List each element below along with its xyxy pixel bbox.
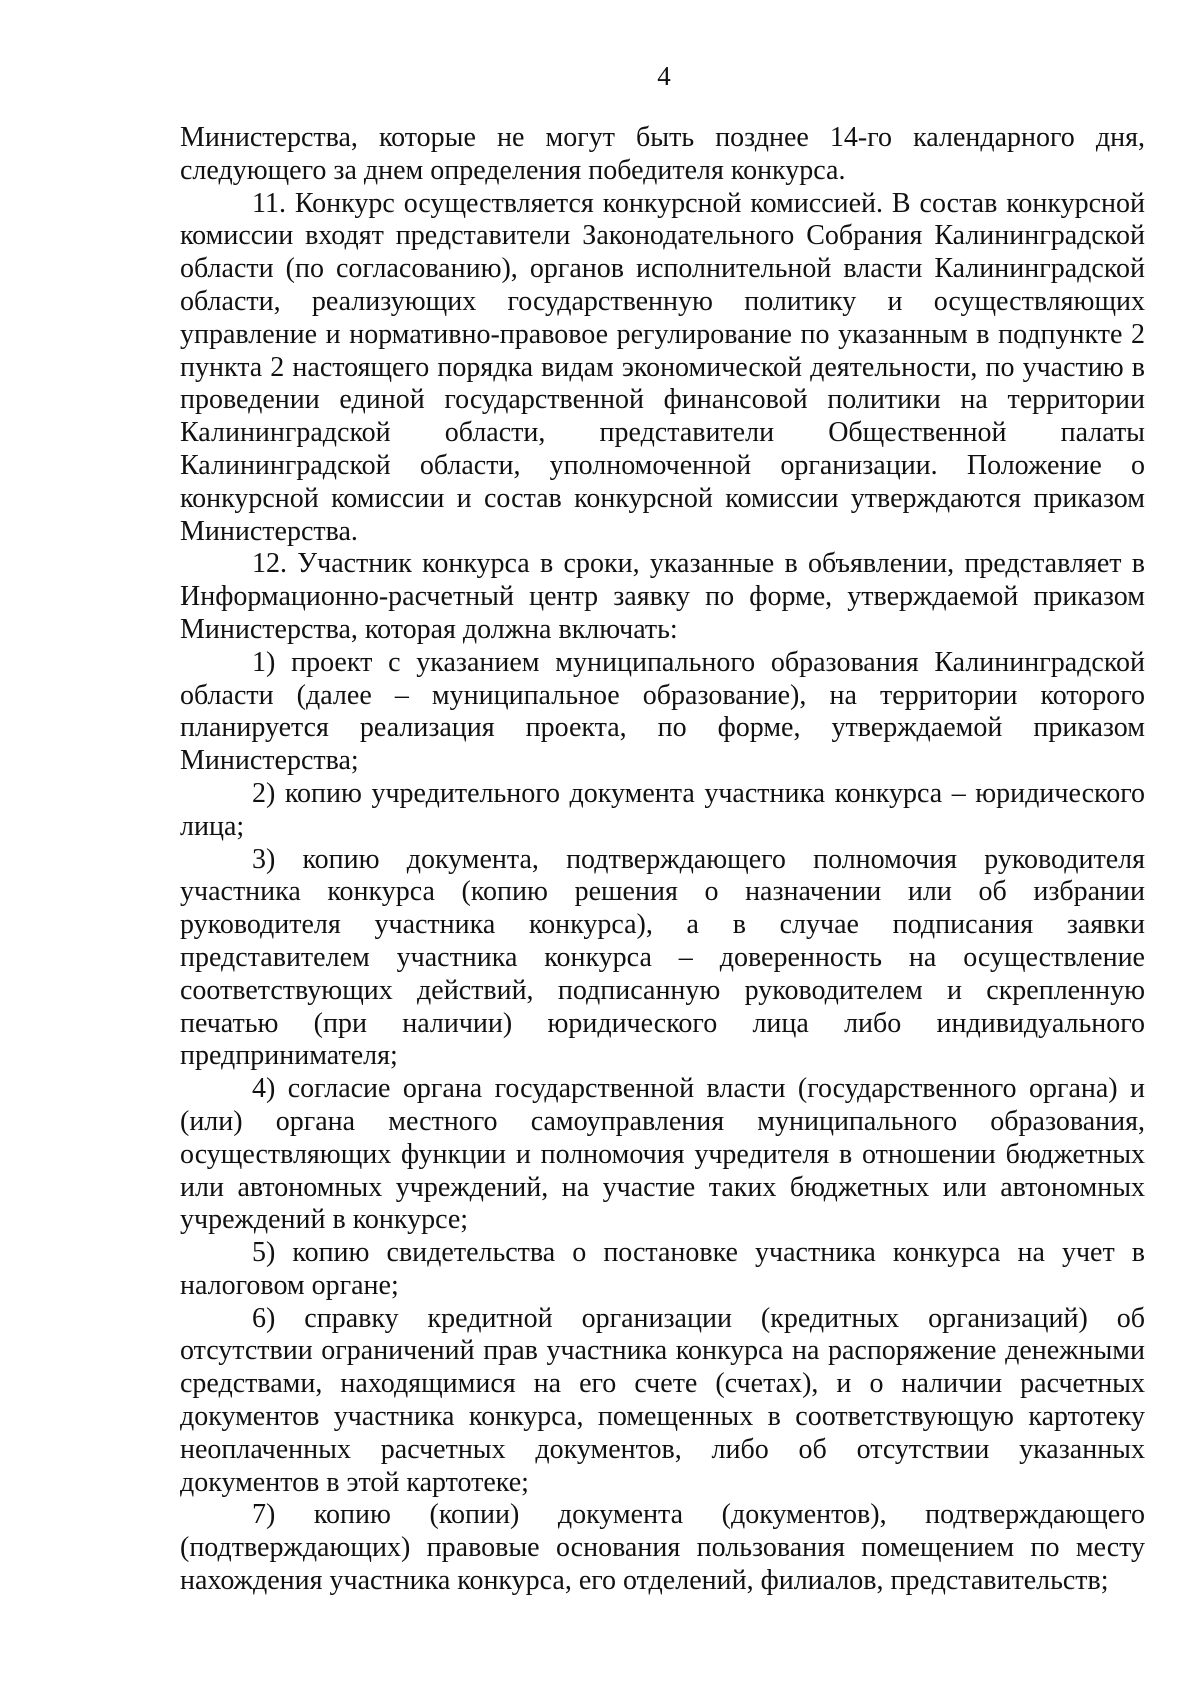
subitem-1: 1) проект с указанием муниципального образования Калининградской области (далее – муниципальное образование), на территории которого планируется реализация проекта, по форме, утверждаемой приказом Министерства;	[180, 646, 1145, 777]
paragraph-item-11: 11. Конкурс осуществляется конкурсной комиссией. В состав конкурсной комиссии входят представители Законодательного Собрания Калининградской области (по согласованию), органов исполнительной власти Калининградской области, реализующих государственную политику и осуществляющих управление и нормативно-правовое регулирование по указанным в подпункте 2 пункта 2 настоящего порядка видам экономической деятельности, по участию в проведении единой государственной финансовой политики на территории Калининградской области, представители Общественной палаты Калининградской области, уполномоченной организации. Положение о конкурсной комиссии и состав конкурсной комиссии утверждаются приказом Министерства.	[180, 187, 1145, 547]
subitem-6: 6) справку кредитной организации (кредитных организаций) об отсутствии ограничений прав участника конкурса на распоряжение денежными средствами, находящимися на его счете (счетах), и о наличии расчетных документов участника конкурса, помещенных в соответствующую картотеку неоплаченных расчетных документов, либо об отсутствии указанных документов в этой картотеке;	[180, 1302, 1145, 1498]
subitem-5: 5) копию свидетельства о постановке участника конкурса на учет в налоговом органе;	[180, 1237, 1145, 1301]
document-body	[180, 122, 1145, 1598]
subitem-7: 7) копию (копии) документа (документов), подтверждающего (подтверждающих) правовые основания пользования помещением по месту нахождения участника конкурса, его отделений, филиалов, представительств;	[180, 1499, 1145, 1597]
subitem-3: 3) копию документа, подтверждающего полномочия руководителя участника конкурса (копию решения о назначении или об избрании руководителя участника конкурса), а в случае подписания заявки представителем участника конкурса – доверенность на осуществление соответствующих действий, подписанную руководителем и скрепленную печатью (при наличии) юридического лица либо индивидуального предпринимателя;	[180, 843, 1145, 1072]
paragraph-continuation: Министерства, которые не могут быть позднее 14-го календарного дня, следующего за днем определения победителя конкурса.	[180, 122, 1145, 186]
paragraph-item-12: 12. Участник конкурса в сроки, указанные в объявлении, представляет в Информационно-расчетный центр заявку по форме, утверждаемой приказом Министерства, которая должна включать:	[180, 548, 1145, 645]
subitem-4: 4) согласие органа государственной власти (государственного органа) и (или) органа местного самоуправления муниципального образования, осуществляющих функции и полномочия учредителя в отношении бюджетных или автономных учреждений, на участие таких бюджетных или автономных учреждений в конкурсе;	[180, 1073, 1145, 1236]
subitem-2: 2) копию учредительного документа участника конкурса – юридического лица;	[180, 777, 1145, 842]
page-number: 4	[657, 61, 671, 91]
